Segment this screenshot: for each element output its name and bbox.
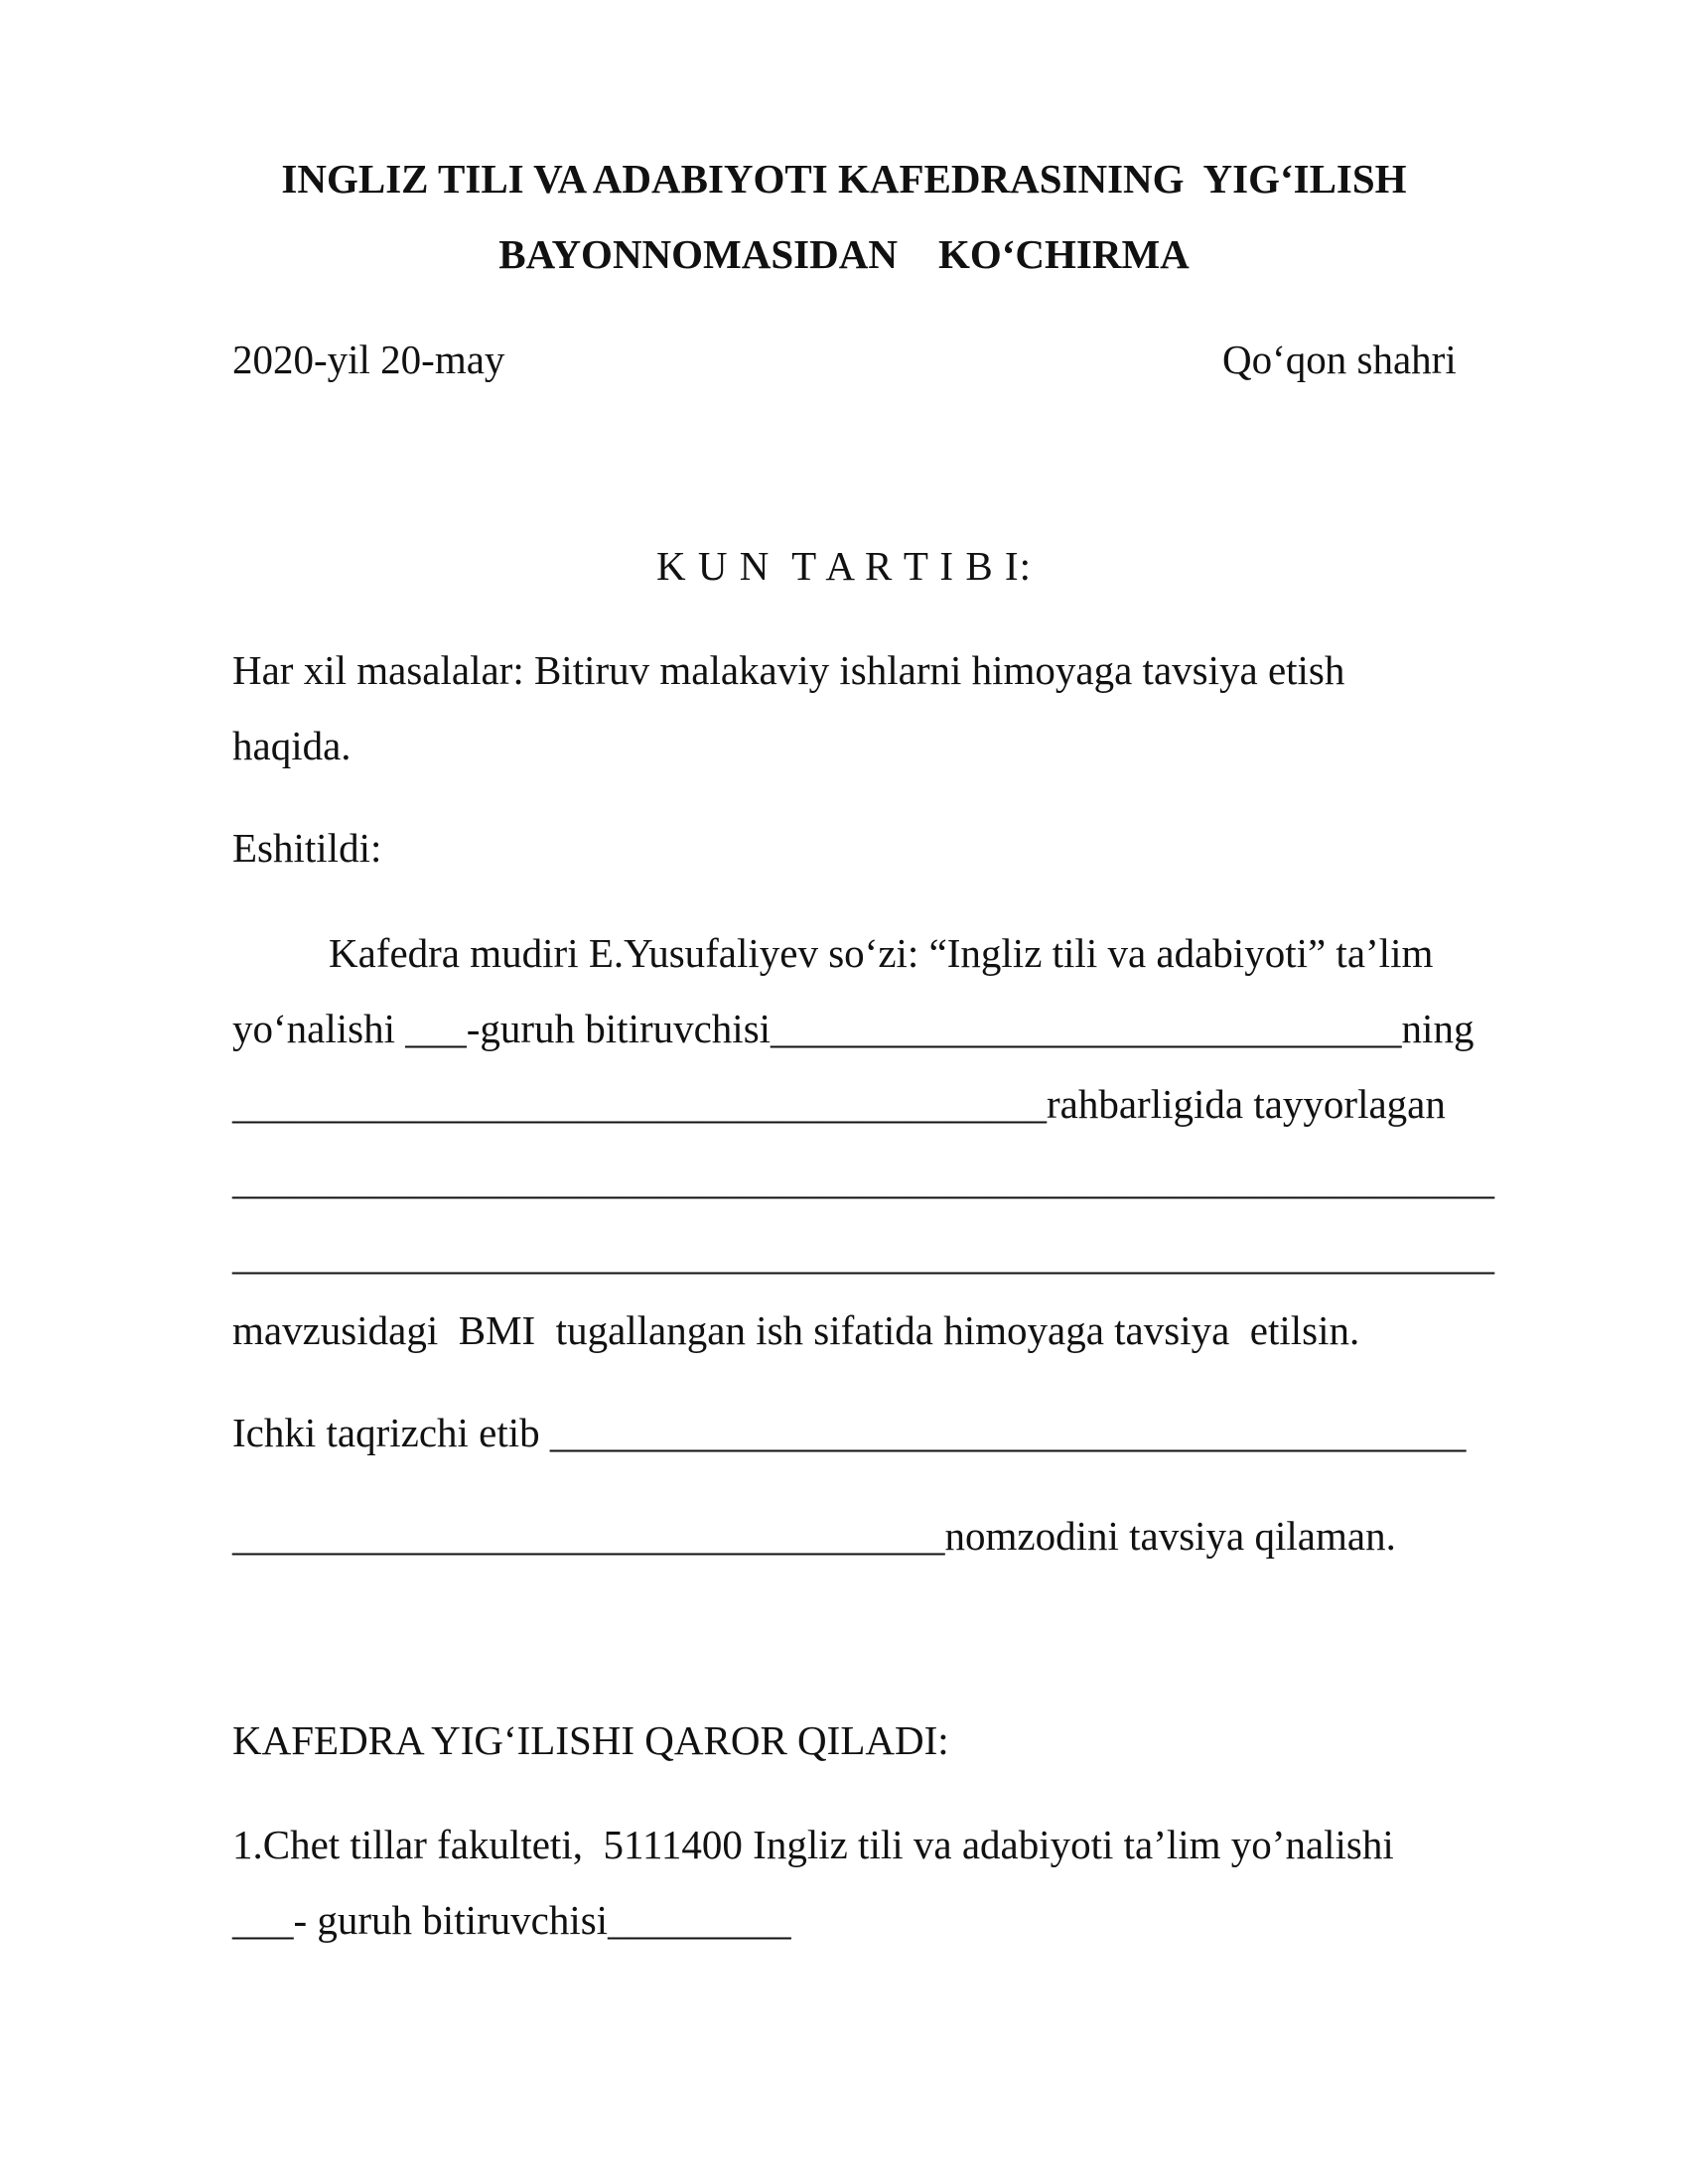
heard-line-7: Ichki taqrizchi etib _____________________________________________ [232, 1410, 1467, 1455]
agenda-heading: K U N T A R T I B I: [656, 543, 1032, 589]
decision-line-2: ___- guruh bitiruvchisi_________ [232, 1897, 791, 1943]
decision-heading: KAFEDRA YIG‘ILISHI QAROR QILADI: [232, 1717, 949, 1763]
document-title-line-2: BAYONNOMASIDAN KO‘CHIRMA [498, 231, 1190, 277]
agenda-text-line-2: haqida. [232, 723, 352, 768]
heard-line-8: ___________________________________nomzodini tavsiya qilaman. [232, 1513, 1396, 1559]
decision-line-1: 1.Chet tillar fakulteti, 5111400 Ingliz tili va adabiyoti ta’lim yo’nalishi [232, 1822, 1394, 1867]
document-place: Qo‘qon shahri [1222, 337, 1457, 382]
heard-label: Eshitildi: [232, 825, 382, 871]
heard-line-6: mavzusidagi BMI tugallangan ish sifatida himoyaga tavsiya etilsin. [232, 1307, 1360, 1353]
heard-line-1: Kafedra mudiri E.Yusufaliyev so‘zi: “Ingliz tili va adabiyoti” ta’lim [329, 930, 1434, 976]
agenda-text-line-1: Har xil masalalar: Bitiruv malakaviy ishlarni himoyaga tavsiya etish [232, 647, 1345, 693]
heard-line-4: ______________________________________________________________ [232, 1157, 1494, 1202]
document-title-line-1: INGLIZ TILI VA ADABIYOTI KAFEDRASINING YIG‘ILISH [281, 156, 1407, 202]
heard-line-3: ________________________________________rahbarligida tayyorlagan [232, 1081, 1446, 1127]
document-date: 2020-yil 20-may [232, 337, 505, 382]
heard-line-2: yo‘nalishi ___-guruh bitiruvchisi_______________________________ning [232, 1006, 1475, 1051]
heard-line-5: ______________________________________________________________ [232, 1232, 1494, 1278]
